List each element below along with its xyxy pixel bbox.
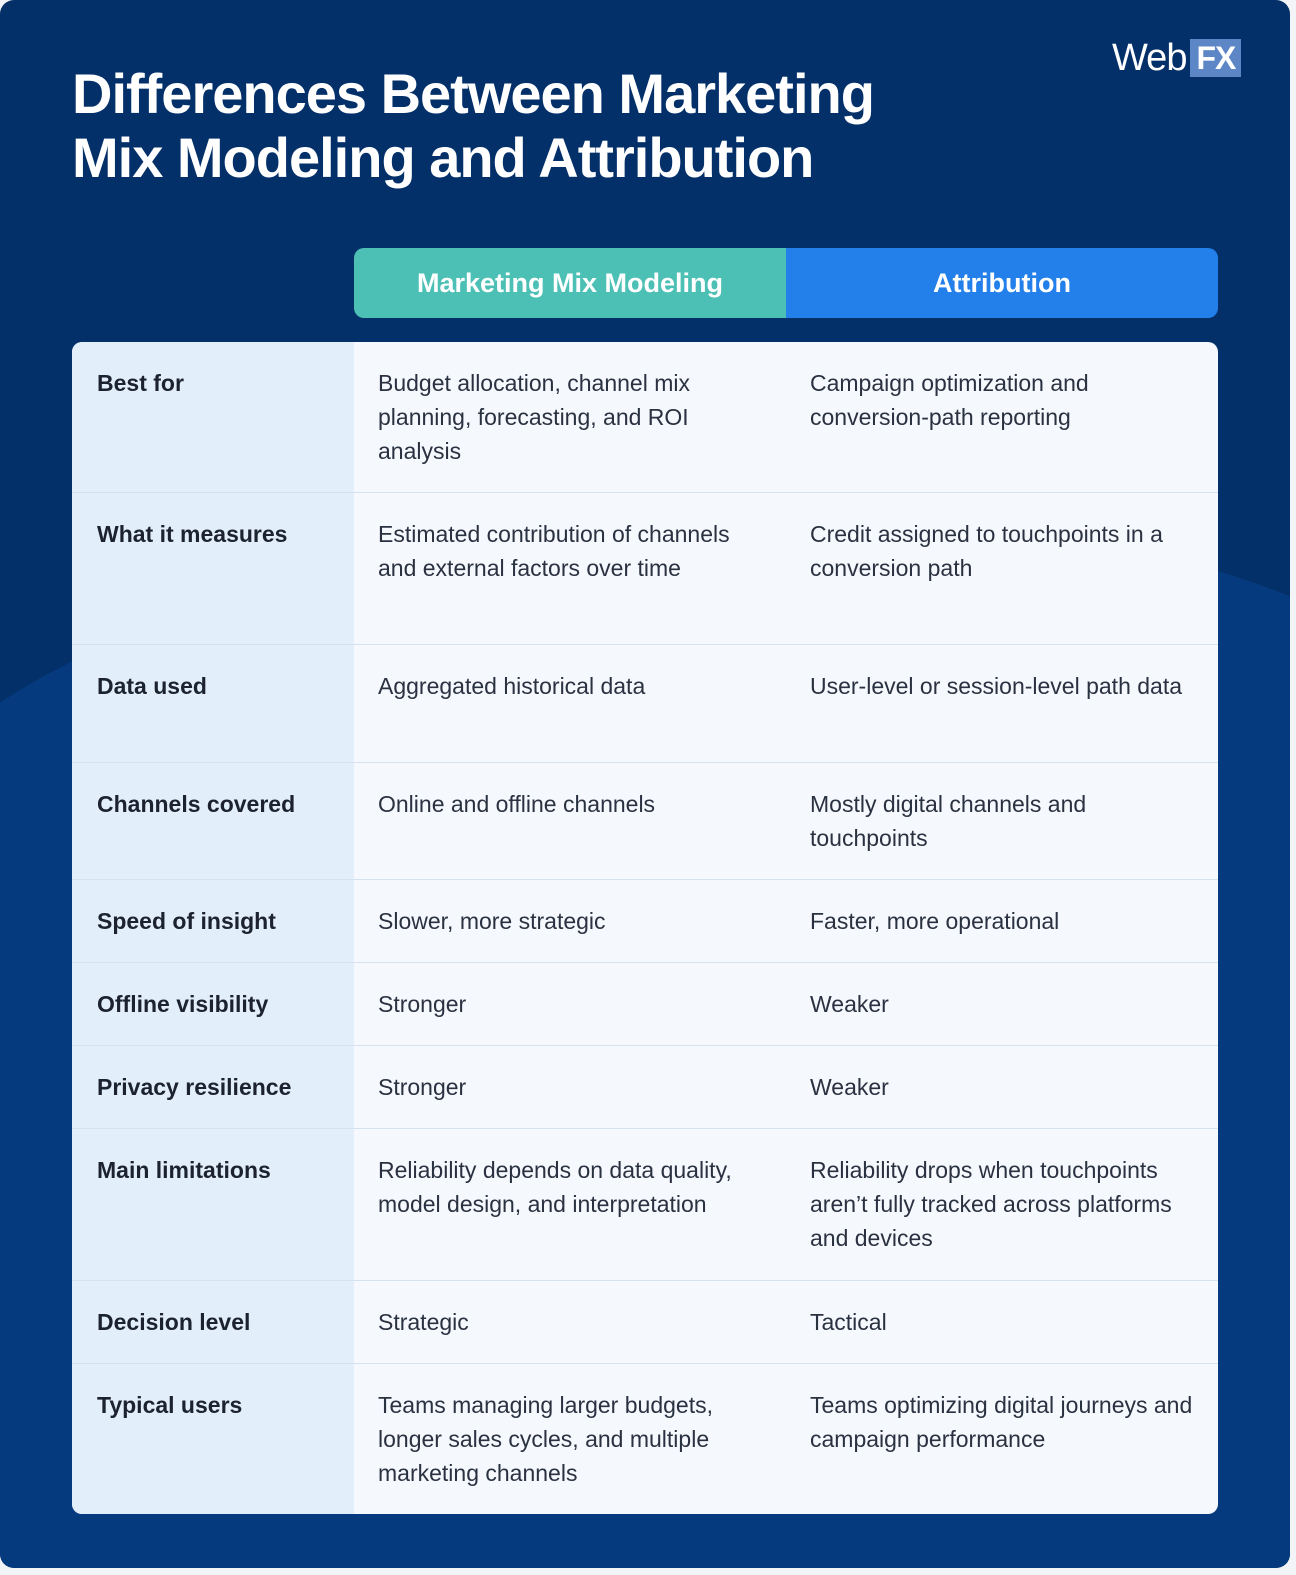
- cell-mmm: Aggregated historical data: [378, 673, 646, 699]
- row-label: Speed of insight: [72, 880, 354, 962]
- column-headers: [354, 248, 1218, 318]
- row-label: Data used: [72, 645, 354, 762]
- comparison-table: [72, 342, 1218, 1514]
- cell-attribution: Mostly digital channels and touchpoints: [810, 791, 1087, 851]
- cell-mmm: Teams managing larger budgets, longer sales cycles, and multiple marketing channels: [378, 1392, 713, 1486]
- table-row: [72, 493, 1218, 645]
- cell-mmm: Reliability depends on data quality, model design, and interpretation: [378, 1157, 732, 1217]
- row-label: Decision level: [72, 1281, 354, 1363]
- table-row: [72, 342, 1218, 493]
- cell-attribution: Weaker: [810, 991, 889, 1017]
- cell-mmm: Slower, more strategic: [378, 908, 606, 934]
- cell-mmm: Budget allocation, channel mix planning, forecasting, and ROI analysis: [378, 370, 690, 464]
- table-row: [72, 880, 1218, 963]
- table-row: [72, 763, 1218, 880]
- table-row: [72, 1364, 1218, 1514]
- cell-attribution: Campaign optimization and conversion-path reporting: [810, 370, 1089, 430]
- logo-word: Web: [1112, 37, 1187, 79]
- cell-attribution: Weaker: [810, 1074, 889, 1100]
- cell-attribution: Reliability drops when touchpoints aren’t fully tracked across platforms and devices: [810, 1157, 1172, 1251]
- cell-mmm: Strategic: [378, 1309, 469, 1335]
- row-label: Channels covered: [72, 763, 354, 879]
- row-label: Main limitations: [72, 1129, 354, 1280]
- cell-mmm: Estimated contribution of channels and external factors over time: [378, 521, 730, 581]
- table-row: [72, 963, 1218, 1046]
- row-label: Privacy resilience: [72, 1046, 354, 1128]
- table-row: [72, 1129, 1218, 1281]
- row-label: Best for: [72, 342, 354, 492]
- page-title: Differences Between Marketing Mix Modeling and Attribution: [72, 62, 874, 189]
- row-label: What it measures: [72, 493, 354, 644]
- cell-mmm: Stronger: [378, 1074, 467, 1100]
- cell-attribution: User-level or session-level path data: [810, 673, 1183, 699]
- cell-mmm: Online and offline channels: [378, 791, 656, 817]
- webfx-logo: [1112, 38, 1241, 78]
- row-label: Typical users: [72, 1364, 354, 1514]
- row-label: Offline visibility: [72, 963, 354, 1045]
- cell-attribution: Credit assigned to touchpoints in a conversion path: [810, 521, 1163, 581]
- cell-attribution: Faster, more operational: [810, 908, 1060, 934]
- cell-mmm: Stronger: [378, 991, 467, 1017]
- table-row: [72, 1281, 1218, 1364]
- cell-attribution: Teams optimizing digital journeys and campaign performance: [810, 1392, 1193, 1452]
- column-header-attribution: Attribution: [786, 248, 1218, 318]
- column-header-mmm: Marketing Mix Modeling: [354, 248, 786, 318]
- table-row: [72, 1046, 1218, 1129]
- table-row: [72, 645, 1218, 763]
- logo-mark: FX: [1190, 39, 1241, 77]
- cell-attribution: Tactical: [810, 1309, 887, 1335]
